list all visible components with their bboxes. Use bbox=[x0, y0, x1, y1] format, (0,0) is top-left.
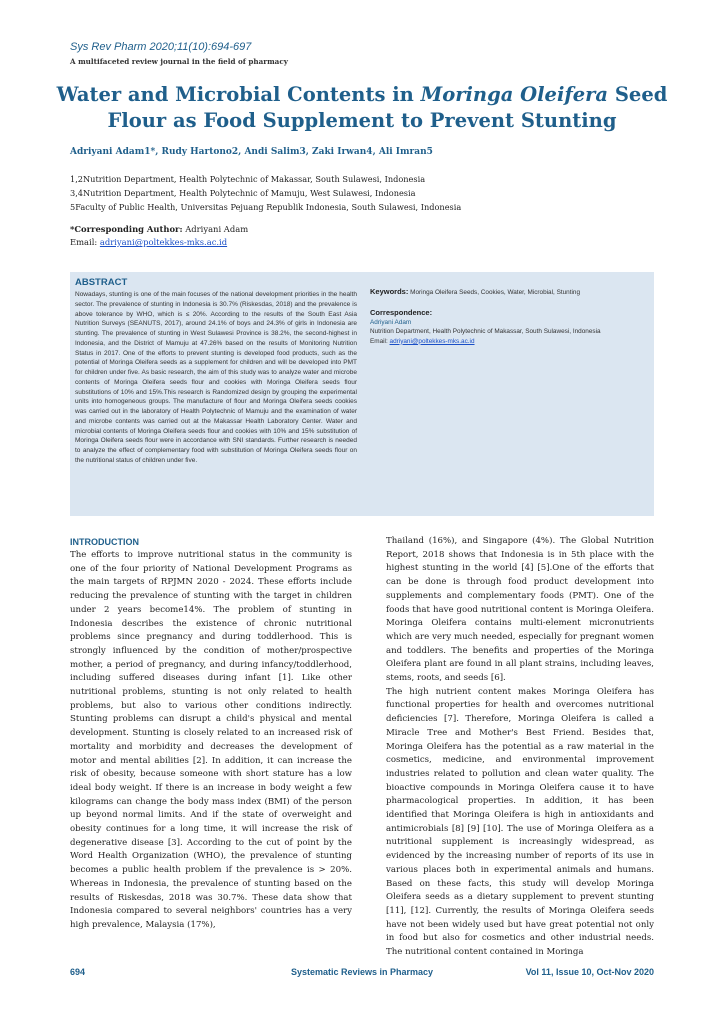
corresponding-email-link[interactable]: adriyani@poltekkes-mks.ac.id bbox=[99, 237, 228, 247]
body-column-left bbox=[70, 549, 352, 933]
footer-volume-issue: Vol 11, Issue 10, Oct-Nov 2020 bbox=[525, 967, 654, 977]
correspondence-label: Correspondence: bbox=[370, 308, 433, 317]
keywords-correspondence bbox=[370, 287, 650, 346]
journal-reference: Sys Rev Pharm 2020;11(10):694-697 bbox=[70, 41, 252, 53]
intro-paragraph-3: The high nutrient content makes Moringa Oleifera has functional properties for health and overcomes nutritional deficiencies [7]. Therefore, Moringa Oleifera is called a Miracle Tree and Mother's Best Friend. Besides that, Moringa Oleifera has the potential as a raw material in the cosmetics, medicine, and environmental improvement industries related to pollution and clean water quality. The bioactive compounds in Moringa Oleifera cause it to have pharmacological properties. In addition, it has been identified that Moringa Oleifera is high in antioxidants and antimicrobials [8] [9] [10]. The use of Moringa Oleifera as a nutritional supplement is increasingly widespread, as evidenced by the increasing number of reports of its use in various places both in experimental animals and humans. Based on these facts, this study will develop Moringa Oleifera seeds as a dietary supplement to prevent stunting [11], [12]. Currently, the results of Moringa Oleifera seeds have not been widely used but have great potential not only in food but also for cosmetics and other industrial needs. The nutritional content contained in Moringa bbox=[386, 686, 654, 958]
correspondence-info bbox=[370, 308, 650, 346]
intro-paragraph-1: The efforts to improve nutritional status in the community is one of the four priority of National Development Programs as the main targets of RPJMN 2020 - 2024. These efforts include reducing the prevalence of stunting with the target in children under 2 years become14%. The problem of stunting in Indonesia describes the existence of chronic nutritional problems since pregnancy and during toddlerhood. This is strongly influenced by the condition of mother/prospective mother, a period of pregnancy, and during infancy/toddlerhood, including suffered diseases during infant [1]. Like other nutritional problems, stunting is not only related to health problems, but also to various other conditions indirectly. Stunting problems can disrupt a child's physical and mental development. Stunting is closely related to an increased risk of mortality and morbidity and decreases the development of motor and mental abilities [2]. In addition, it can increase the risk of obesity, because someone with short stature has a low ideal body weight. If there is an increase in body weight a few kilograms can change the body mass index (BMI) of the person up beyond normal limits. And if the state of overweight and obesity continues for a long time, it will increase the risk of degenerative disease [3]. According to the cut of point by the Word Health Organization (WHO), the prevalence of stunting becomes a public health problem if the prevalence is > 20%. Whereas in Indonesia, the prevalence of stunting based on the results of Riskesdas, 2018 was 30.7%. These data show that Indonesia compared to several neighbors' countries has a very high prevalence, Malaysia (17%), bbox=[70, 550, 352, 930]
correspondence-email-label: Email: bbox=[370, 337, 390, 345]
corresponding-author-name: Adriyani Adam bbox=[182, 224, 249, 234]
paper-title bbox=[40, 82, 684, 134]
corresponding-author-label: *Corresponding Author: bbox=[70, 224, 183, 234]
keywords-label: Keywords: bbox=[370, 287, 409, 296]
journal-subtitle: A multifaceted review journal in the field of pharmacy bbox=[70, 57, 288, 66]
correspondence-affiliation: Nutrition Department, Health Polytechnic of Makassar, South Sulawesi, Indonesia bbox=[370, 328, 601, 335]
keywords-line bbox=[370, 287, 650, 296]
correspondence-name: Adriyani Adam bbox=[370, 318, 412, 326]
abstract-heading: ABSTRACT bbox=[75, 277, 128, 288]
body-column-right bbox=[386, 535, 654, 960]
title-part-2: Seed Flour as Food Supplement to Prevent Stunting bbox=[107, 83, 668, 132]
affiliations bbox=[70, 172, 461, 214]
abstract-text: Nowadays, stunting is one of the main focuses of the national development priorities in the health sector. The prevalence of stunting in Indonesia is 30.7% (Riskesdas, 2018) and the prevalence is above tolerance by WHO, which is ≤ 20%. According to the results of the South East Asia Nutrition Surveys (SEANUTS, 2017), around 24.1% of boys and 24.3% of girls in Indonesia are stunting. The prevalence of stunting in West Sulawesi Province is 38.2%, the second-highest in Indonesia, and the District of Mamuju at 47.26% based on the results of Monitoring Nutrition Status in 2017. One of the efforts to prevent stunting is developed food products, such as the potential of Moringa Oleifera seeds as a supplement for children and will be developed into PMT for children under five. As basic research, the aim of this study was to analyze water and microbe contents of Moringa Oleifera seeds flour and cookies with Moringa Oleifera seeds flour substitutions of 10% and 15%.This research is Randomized design by grouping the experimental units into homogeneous groups. The manufacture of flour and Moringa Oleifera seeds cookies was carried out in the laboratory of Health Polytechnic of Mamuju and the examination of water and microbe contents was carried out at the Makassar Health Laboratory Center. Water and microbial contents of Moringa Oleifera seeds flour and cookies with 10% and 15% substitution of Moringa Oleifera seeds flour were in accordance with SNI standards. Further research is needed to analyze the effect of complementary food with substitution of Moringa Oleifera seeds flour on the nutritional status of children under five. bbox=[75, 291, 357, 464]
keywords-value: Moringa Oleifera Seeds, Cookies, Water, Microbial, Stunting bbox=[408, 289, 581, 296]
affiliation-1: 1,2Nutrition Department, Health Polytechnic of Makassar, South Sulawesi, Indonesia bbox=[70, 174, 426, 184]
correspondence-email-line bbox=[370, 337, 650, 347]
title-part-italic: Moringa Oleifera bbox=[420, 83, 609, 106]
abstract-section bbox=[75, 277, 357, 466]
title-part-1: Water and Microbial Contents in bbox=[56, 83, 421, 106]
affiliation-3: 5Faculty of Public Health, Universitas Pejuang Republik Indonesia, South Sulawesi, Indonesia bbox=[70, 202, 462, 212]
introduction-heading: INTRODUCTION bbox=[70, 537, 139, 547]
author-list: Adriyani Adam1*, Rudy Hartono2, Andi Salim3, Zaki Irwan4, Ali Imran5 bbox=[70, 147, 433, 157]
footer-journal-name: Systematic Reviews in Pharmacy bbox=[290, 967, 434, 977]
correspondence-email-link[interactable]: adriyani@poltekkes-mks.ac.id bbox=[389, 337, 475, 345]
corresponding-email-line bbox=[70, 236, 248, 249]
page-number: 694 bbox=[70, 967, 86, 977]
email-label: Email: bbox=[70, 237, 100, 247]
intro-paragraph-2: Thailand (16%), and Singapore (4%). The Global Nutrition Report, 2018 shows that Indonesia is in 5th place with the highest stunting in the world [4] [5].One of the efforts that can be done is through food product development into supplements and complementary foods (PMT). One of the foods that have good nutritional content is Moringa Oleifera. Moringa Oleifera contains multi-element micronutrients which are very much needed, especially for pregnant women and toddlers. The benefits and properties of the Moringa Oleifera plant are found in all plant strains, including leaves, stems, roots, and seeds [6]. bbox=[386, 536, 654, 684]
corresponding-author-line bbox=[70, 223, 248, 236]
corresponding-author-block bbox=[70, 223, 248, 249]
affiliation-2: 3,4Nutrition Department, Health Polytechnic of Mamuju, West Sulawesi, Indonesia bbox=[70, 188, 416, 198]
